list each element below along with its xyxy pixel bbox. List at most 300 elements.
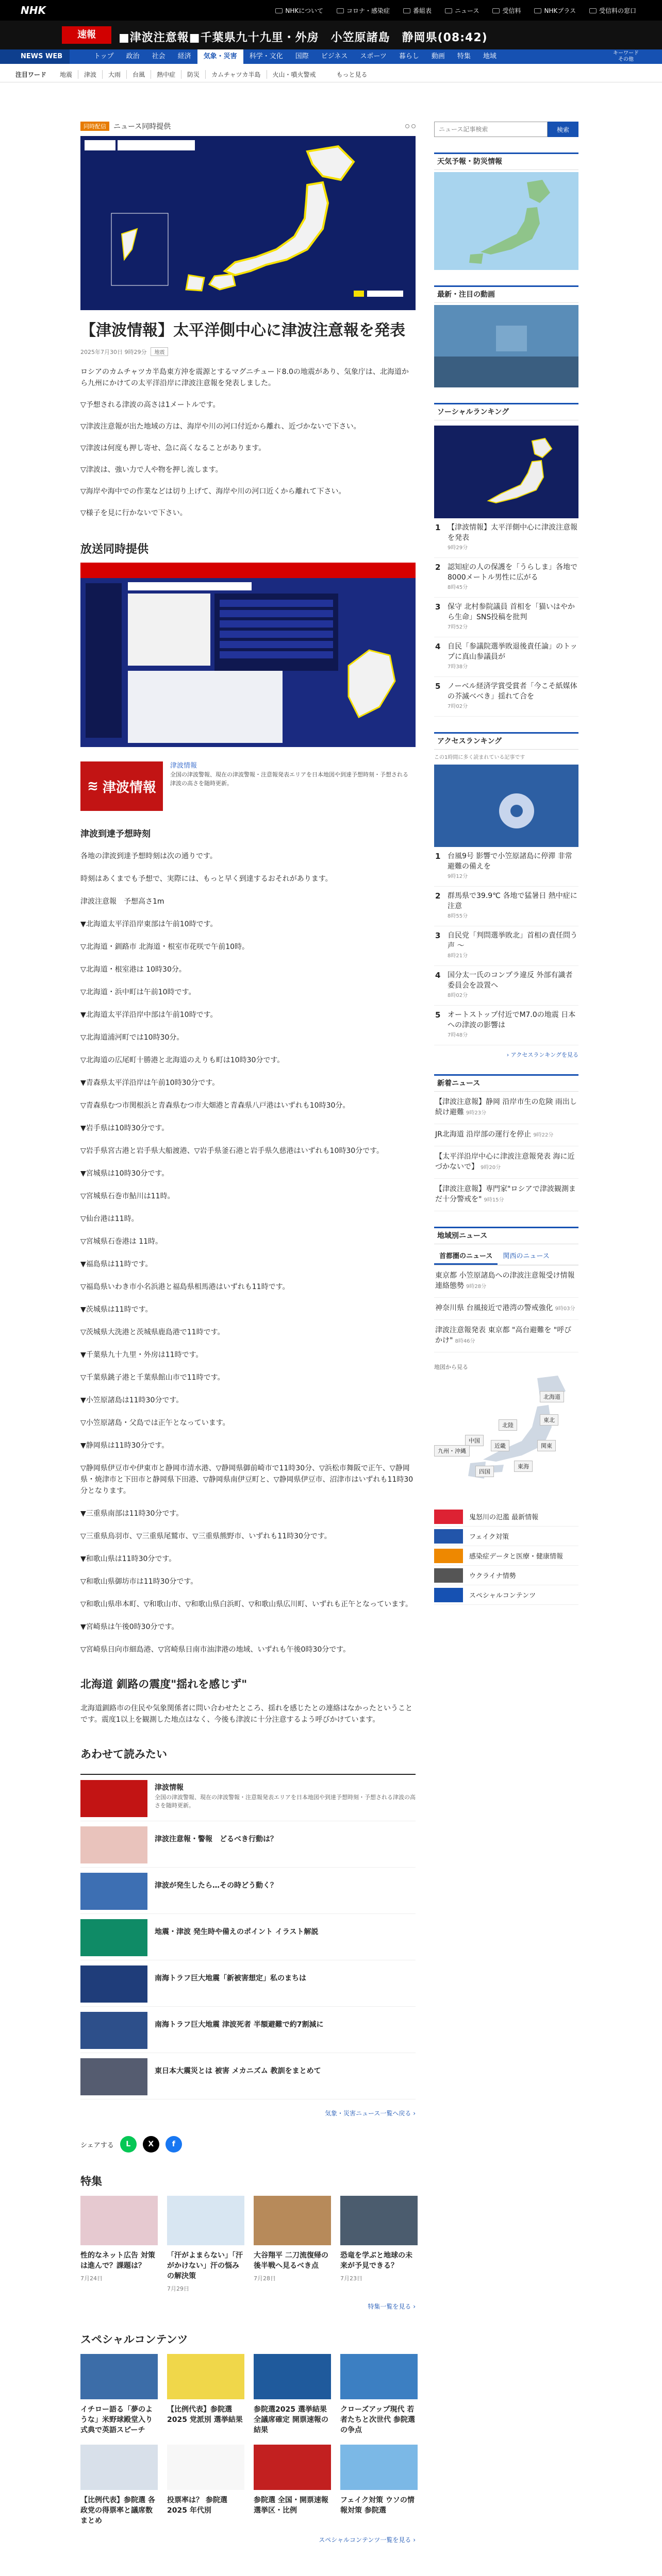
feature-card[interactable] <box>254 2196 331 2293</box>
news-item[interactable] <box>434 1092 578 1124</box>
sidebar <box>434 82 578 1605</box>
related-title: 南海トラフ巨大地震 津波死者 半額避難で約7割減に <box>155 2021 324 2029</box>
nhk-logo[interactable]: NHK <box>21 4 46 16</box>
forecast-paragraph: ▼静岡県は11時30分です。 <box>80 1442 169 1450</box>
special-title: クローズアップ現代 若者たちと次世代 参院選の争点 <box>340 2405 415 2434</box>
ranking-number: 2 <box>435 563 441 572</box>
special-card[interactable] <box>340 2445 418 2526</box>
ranking-title <box>448 851 577 882</box>
article-meta <box>80 347 416 356</box>
feature-link-label: 鬼怒川の氾濫 最新情報 <box>469 1514 539 1521</box>
search-box <box>434 122 578 137</box>
weather-map[interactable] <box>434 172 578 270</box>
feature-link-label: 感染症データと医療・健康情報 <box>469 1553 564 1561</box>
feature-link[interactable] <box>434 1546 578 1566</box>
related-title: 津波注意報・警報 どるべき行動は？ <box>155 1835 277 1843</box>
forecast-paragraph: ▼宮崎県は午後0時30分です。 <box>80 1623 179 1631</box>
ranking-item[interactable] <box>434 558 578 598</box>
related-title: 津波情報 <box>155 1784 184 1792</box>
tab-kansai[interactable]: 関西のニュース <box>503 1252 550 1260</box>
news-title: 神奈川県 台風接近で港湾の警戒強化 <box>435 1304 553 1312</box>
forecast-paragraph: ▽和歌山県串本町、▽和歌山市、▽和歌山県白浜町、▽和歌山県広川町、いずれも正午となっています。 <box>80 1600 412 1608</box>
forecast-paragraph: ▽宮城県石巻市鮎川は11時。 <box>80 1192 175 1200</box>
top-link[interactable]: ニュース <box>445 6 479 15</box>
specials-grid <box>80 2354 416 2526</box>
link-icon <box>403 8 410 13</box>
ranking-title <box>448 562 577 593</box>
forecast-paragraph: ▽北海道・釧路市 北海道・根室市花咲で午前10時。 <box>80 943 250 951</box>
ranking-title <box>448 970 577 1001</box>
news-time: 9時22分 <box>533 1132 554 1138</box>
feature-thumb <box>80 2196 158 2245</box>
news-title: 東京都 小笠原諸島への津波注意報受け情報連絡態勢 <box>435 1272 575 1290</box>
article-column <box>80 82 416 2544</box>
feature-link-thumb <box>434 1588 463 1602</box>
top-link[interactable]: 番組表 <box>403 6 432 15</box>
ranking-time: 9時12分 <box>448 874 468 879</box>
nav-item[interactable]: ビジネス <box>321 53 348 60</box>
ranking-time: 7時52分 <box>448 624 468 630</box>
feature-link[interactable] <box>434 1585 578 1605</box>
region-kinki[interactable]: 近畿 <box>491 1440 509 1451</box>
feature-link-thumb <box>434 1549 463 1563</box>
forecast-paragraph: 時刻はあくまでも予想で、実際には、もっと早く到達するおそれがあります。 <box>80 875 333 883</box>
keyword-item[interactable]: 防災 <box>181 70 205 79</box>
forecast-paragraph: ▽福島県いわき市小名浜港と福島県相馬港はいずれも11時です。 <box>80 1283 290 1291</box>
related-text <box>155 1826 277 1845</box>
specials-heading: スペシャルコンテンツ <box>80 2333 188 2346</box>
keyword-item[interactable]: 大雨 <box>102 70 126 79</box>
feature-link-label: スペシャルコンテンツ <box>469 1592 536 1600</box>
special-thumb <box>167 2445 244 2490</box>
forecast-paragraph: ▼青森県太平洋沿岸は午前10時30分です。 <box>80 1079 220 1087</box>
news-title: JR北海道 沿岸部の運行を停止 <box>435 1130 532 1139</box>
map-title: 地図から見る <box>434 1364 468 1370</box>
related-item[interactable] <box>80 1914 416 1960</box>
ranking-time: 8時21分 <box>448 953 468 959</box>
access-ranking-heading: アクセスランキング <box>434 732 578 750</box>
ranking-time: 8時55分 <box>448 913 468 919</box>
forecast-paragraph: ▼北海道太平洋沿岸東部は午前10時です。 <box>80 920 218 928</box>
tsunami-map-image <box>80 136 416 310</box>
news-time: 9時28分 <box>466 1284 487 1290</box>
access-ranking-list <box>434 847 578 1045</box>
feature-link-list <box>434 1507 578 1605</box>
forecast-paragraph: ▼福島県は11時です。 <box>80 1260 153 1268</box>
ranking-item[interactable] <box>434 966 578 1006</box>
search-button[interactable]: 検索 <box>548 122 578 137</box>
special-card[interactable] <box>254 2354 331 2435</box>
ranking-title <box>448 891 577 922</box>
related-text <box>155 2058 321 2077</box>
forecast-paragraph: ▽青森県むつ市関根浜と青森県むつ市大畑港と青森県八戸港はいずれも10時30分。 <box>80 1101 350 1110</box>
top-link[interactable]: NHKについて <box>275 6 323 15</box>
related-item[interactable] <box>80 2053 416 2099</box>
social-ranking-heading: ソーシャルランキング <box>434 403 578 420</box>
tsunami-info-title[interactable]: 津波情報 <box>170 762 197 770</box>
forecast-paragraph: 各地の津波到達予想時刻は次の通りです。 <box>80 852 217 860</box>
link-icon <box>589 8 597 13</box>
ranking-title <box>448 641 577 672</box>
forecast-paragraph: ▽静岡県伊豆市や伊東市と静岡市清水港、▽静岡県御前崎市で11時30分、▽浜松市舞阪で正午、▽静岡県・焼津市と下田市と静岡県下田港、▽静岡県南伊豆町と、▽静岡県伊豆市、沼津市はいずれも11時30分となります。 <box>80 1464 413 1495</box>
top-link[interactable]: 受信料 <box>492 6 521 15</box>
new-news-list <box>434 1092 578 1211</box>
section-header <box>80 121 416 132</box>
special-card[interactable] <box>254 2445 331 2526</box>
nav-item[interactable]: 政治 <box>126 53 140 60</box>
link-icon <box>275 8 283 13</box>
features-heading: 特集 <box>80 2175 102 2188</box>
ranking-item[interactable] <box>434 887 578 926</box>
forecast-paragraph: ▼和歌山県は11時30分です。 <box>80 1555 176 1563</box>
special-title: フェイク対策 ウソの情報対策 参院選 <box>340 2496 415 2515</box>
ranking-time: 8時45分 <box>448 585 468 590</box>
related-heading: あわせて読みたい <box>80 1748 167 1760</box>
forecast-paragraph: ▼千葉県九十九里・外房は11時です。 <box>80 1351 203 1359</box>
feature-thumb <box>340 2196 418 2245</box>
related-text <box>155 1780 416 1810</box>
related-item[interactable] <box>80 1821 416 1868</box>
feature-link-thumb <box>434 1568 463 1583</box>
access-note: この1時間に多く読まれている記事です <box>434 755 525 760</box>
ranking-item[interactable] <box>434 926 578 966</box>
top-link[interactable]: NHKプラス <box>534 6 576 15</box>
related-item[interactable] <box>80 1960 416 2007</box>
wave-icon: ≋ <box>87 778 98 794</box>
link-icon <box>534 8 541 13</box>
related-list <box>80 1774 416 2099</box>
forecast-paragraph: ▼小笠原諸島は11時30分です。 <box>80 1396 184 1404</box>
forecast-paragraph: ▽岩手県宮古港と岩手県大船渡港、▽岩手県釜石港と岩手県久慈港はいずれも10時30分です。 <box>80 1147 384 1155</box>
special-title: イチロー語る「夢のような」米野球殿堂入り式典で英語スピーチ <box>80 2405 153 2434</box>
forecast-paragraph: ▼北海道太平洋沿岸中部は午前10時です。 <box>80 1011 218 1019</box>
forecast-body <box>80 851 416 1655</box>
feature-title: 大谷翔平 二刀流復帰の後半戦へ見るべき点 <box>254 2251 328 2270</box>
related-thumb <box>80 2012 147 2049</box>
forecast-paragraph: ▼茨城県は11時です。 <box>80 1306 153 1314</box>
video-thumb-icon <box>434 305 578 387</box>
nav-item[interactable]: 気象・災害 <box>197 49 243 64</box>
related-text <box>155 1965 306 1984</box>
line-share-icon[interactable]: L <box>120 2136 137 2153</box>
feature-link[interactable] <box>434 1507 578 1527</box>
regional-heading: 地域別ニュース <box>434 1227 578 1244</box>
keyword-item[interactable]: 台風 <box>126 70 151 79</box>
ranking-text: 保守 北村参院議員 首相を「猫いはやから生命」SNS投稿を批判 <box>448 603 575 621</box>
ranking-time: 7時48分 <box>448 1032 468 1038</box>
news-time: 8時46分 <box>455 1338 475 1344</box>
feature-title: 恐竜を学ぶと地球の未来が予見できる？ <box>340 2251 412 2270</box>
forecast-paragraph: ▽北海道浦河町では10時30分。 <box>80 1033 184 1042</box>
top-link[interactable]: コロナ・感染症 <box>337 6 390 15</box>
region-tohoku[interactable]: 東北 <box>540 1414 558 1426</box>
special-thumb <box>80 2354 158 2399</box>
news-title: 【太平洋沿岸中心に津波注意報発表 海に近づかないで】 <box>435 1153 575 1171</box>
keyword-item[interactable]: 地震 <box>60 71 73 78</box>
nav-item[interactable]: 経済 <box>177 53 191 60</box>
feature-date: 7月24日 <box>80 2275 103 2282</box>
feature-title: 「汗がよまらない」「汗がかけない」汗の悩みの解決策 <box>167 2251 243 2280</box>
ranking-item[interactable] <box>434 677 578 717</box>
news-item[interactable] <box>434 1179 578 1211</box>
top-bar <box>0 0 662 21</box>
news-title: 津波注意報発表 東京都 "高台避難を "呼びかけ" <box>435 1326 572 1345</box>
feature-date: 7月29日 <box>167 2285 189 2292</box>
related-title: 東日本大震災とは 被害 メカニズム 教訓をまとめて <box>155 2067 321 2075</box>
special-thumb <box>340 2445 418 2490</box>
feature-link-thumb <box>434 1510 463 1524</box>
ranking-number: 4 <box>435 642 441 651</box>
related-item[interactable] <box>80 1868 416 1914</box>
news-item[interactable] <box>434 1146 578 1179</box>
news-title: 【津波注意報】静岡 沿岸市生の危険 雨出し続け避難 <box>435 1098 577 1116</box>
region-chugoku[interactable]: 中国 <box>465 1435 484 1446</box>
news-item[interactable] <box>434 1265 578 1298</box>
related-thumb <box>80 1780 147 1817</box>
ranking-number: 5 <box>435 1010 441 1020</box>
link-icon <box>492 8 500 13</box>
feature-title: 性的なネット広告 対策は進んで？課題は？ <box>80 2251 155 2270</box>
feature-link-label: ウクライナ情勢 <box>469 1572 516 1580</box>
breaking-news-bar[interactable] <box>0 21 662 49</box>
article-category[interactable]: 地震 <box>151 347 168 356</box>
main-nav <box>0 49 662 64</box>
broadcast-screen-icon <box>80 563 416 747</box>
feature-link-label: フェイク対策 <box>469 1533 509 1541</box>
nav-item[interactable]: スポーツ <box>360 53 387 60</box>
special-card[interactable] <box>80 2445 158 2526</box>
forecast-paragraph: ▽千葉県銚子港と千葉県館山市で11時です。 <box>80 1374 225 1382</box>
x-share-icon[interactable]: X <box>143 2136 159 2153</box>
special-thumb <box>254 2354 331 2399</box>
quake-body: 北海道釧路市の住民や気象関係者に問い合わせたところ、揺れを感じたとの連絡はなかったということです。震度1以上を観測した地点はなく、今後も津波に十分注意するよう呼びかけています。 <box>80 1704 412 1724</box>
broadcast-video[interactable] <box>80 563 416 747</box>
article-paragraph: ロシアのカムチャツカ半島東方沖を震源とするマグニチュード8.0の地震があり、気象庁は、北海道から九州にかけての太平洋沿岸に津波注意報を発表しました。 <box>80 368 409 387</box>
ranking-number: 1 <box>435 523 441 532</box>
specials-more-link[interactable]: スペシャルコンテンツ一覧を見る › <box>319 2536 416 2544</box>
related-thumb <box>80 2058 147 2095</box>
ranking-item[interactable] <box>434 1006 578 1045</box>
weather-heading[interactable]: 天気予報・防災情報 <box>434 152 578 170</box>
new-news-heading: 新着ニュース <box>434 1074 578 1092</box>
facebook-share-icon[interactable]: f <box>166 2136 182 2153</box>
nav-list <box>88 49 503 64</box>
region-shikoku[interactable]: 四国 <box>475 1466 494 1477</box>
special-thumb <box>167 2354 244 2399</box>
related-thumb <box>80 1873 147 1910</box>
link-icon <box>337 8 344 13</box>
forecast-paragraph: ▽北海道の広尾町十勝港と北海道のえりも町は10時30分です。 <box>80 1056 285 1064</box>
ranking-title <box>448 602 577 633</box>
nav-item[interactable]: 暮らし <box>399 53 419 60</box>
article-paragraph: ▽津波注意報が出た地域の方は、海岸や川の河口付近から離れ、近づかないで下さい。 <box>80 422 361 431</box>
carousel-dots[interactable] <box>405 124 416 128</box>
ranking-time: 7時38分 <box>448 664 468 670</box>
special-card[interactable] <box>167 2354 244 2435</box>
weather-map-icon <box>434 172 578 270</box>
keyword-bar <box>0 64 662 82</box>
ranking-title <box>448 522 577 553</box>
ranking-time: 8時02分 <box>448 993 468 998</box>
news-web-brand[interactable]: NEWS WEB <box>0 49 70 64</box>
ranking-text: ノーベル経済学賞受賞者「今こそ紙媒体の芥滅べべき」揺れて合を <box>448 682 577 701</box>
feature-card[interactable] <box>340 2196 418 2293</box>
ranking-title <box>448 681 577 712</box>
ranking-time: 9時29分 <box>448 545 468 551</box>
ranking-title <box>448 930 577 961</box>
special-thumb <box>340 2354 418 2399</box>
feature-link[interactable] <box>434 1566 578 1585</box>
ranking-item[interactable] <box>434 847 578 887</box>
special-card[interactable] <box>340 2354 418 2435</box>
special-card[interactable] <box>167 2445 244 2526</box>
tsunami-info-thumb: ≋ 津波情報 <box>80 761 163 811</box>
region-hokuriku[interactable]: 北陸 <box>499 1419 517 1431</box>
nav-item[interactable]: 特集 <box>457 53 471 60</box>
ranking-title <box>448 1010 577 1041</box>
region-kanto[interactable]: 関東 <box>537 1440 556 1451</box>
feature-date: 7月28日 <box>254 2275 276 2282</box>
ranking-text: 国分太一氏のコンプラ違反 外部有識者委員会を設置へ <box>448 971 573 990</box>
region-tokai[interactable]: 東海 <box>514 1461 533 1472</box>
access-image[interactable] <box>434 765 578 847</box>
keyword-list <box>54 70 373 79</box>
ranking-map-icon <box>434 426 578 518</box>
breaking-text[interactable]: ■津波注意報■千葉県九十九里・外房 小笠原諸島 静岡県(08:42) <box>119 31 488 44</box>
special-thumb <box>80 2445 158 2490</box>
forecast-paragraph: ▽北海道・浜中町は午前10時です。 <box>80 988 196 996</box>
forecast-paragraph: ▽小笠原諸島・父島では正午となっています。 <box>80 1419 230 1427</box>
related-text <box>155 1873 277 1891</box>
news-time: 9時03分 <box>555 1306 575 1312</box>
related-more-link[interactable]: 気象・災害ニュース一覧へ戻る › <box>324 2110 416 2117</box>
news-item[interactable] <box>434 1298 578 1320</box>
news-item[interactable] <box>434 1124 578 1146</box>
section-label: ニュース同時提供 <box>113 123 171 131</box>
article-date: 2025年7月30日 9時29分 <box>80 348 147 355</box>
share-bar <box>80 2136 416 2153</box>
special-title: 参院選2025 選挙結果 全議席確定 開票速報の結果 <box>254 2405 328 2434</box>
link-icon <box>445 8 452 13</box>
related-desc: 全国の津波警報、現在の津波警報・注意報発表エリアを日本地図や到達予想時刻・予想される津波の高さを随時更新。 <box>155 1794 416 1809</box>
special-title: 【比例代表】参院選2025 党派別 選挙結果 <box>167 2405 243 2424</box>
ranking-text: 台風9号 影響で小笠原諸島に停滞 非常避難の備えを <box>448 852 572 871</box>
features-more-link[interactable]: 特集一覧を見る › <box>368 2303 416 2310</box>
feature-card[interactable] <box>80 2196 158 2293</box>
forecast-paragraph: ▽和歌山県御坊市は11時30分です。 <box>80 1578 198 1586</box>
region-hokkaido[interactable]: 北海道 <box>540 1391 564 1402</box>
region-kyushu[interactable]: 九州・沖縄 <box>434 1445 470 1456</box>
nav-item[interactable]: 地域 <box>483 53 496 60</box>
ranking-text: 自民党「判問選挙敗北」首相の責任問う声 ～ <box>448 931 577 950</box>
ranking-number: 1 <box>435 852 441 861</box>
forecast-paragraph: ▽仙台港は11時。 <box>80 1215 139 1223</box>
feature-date: 7月23日 <box>340 2275 362 2282</box>
typhoon-map-icon <box>434 765 578 847</box>
keyword-item[interactable]: カムチャツカ半島 <box>205 70 266 79</box>
news-time: 9時20分 <box>481 1165 501 1171</box>
ranking-item[interactable] <box>434 518 578 558</box>
tab-tokyo[interactable]: 首都圏のニュース <box>434 1247 498 1265</box>
feature-link-thumb <box>434 1529 463 1544</box>
ranking-image[interactable] <box>434 426 578 518</box>
ranking-item[interactable] <box>434 637 578 677</box>
article-body <box>80 366 416 519</box>
ranking-item[interactable] <box>434 598 578 637</box>
newest-video-heading[interactable]: 最新・注目の動画 <box>434 285 578 303</box>
ranking-text: 自民「参議院選挙敗退後責任論」のトップに真山参議員が <box>448 642 577 661</box>
ranking-text: 認知症の人の保護を「うらしま」各地で8000メートル男性に広がる <box>448 563 577 582</box>
article-paragraph: ▽様子を見に行かないで下さい。 <box>80 509 187 517</box>
related-item[interactable] <box>80 2007 416 2053</box>
top-links <box>275 6 636 15</box>
related-title: 地震・津波 発生時や備えのポイント イラスト解説 <box>155 1928 319 1936</box>
forecast-paragraph: ▼宮城県は10時30分です。 <box>80 1170 169 1178</box>
ranking-number: 4 <box>435 971 441 980</box>
keyword-item[interactable]: 熱中症 <box>151 70 181 79</box>
forecast-paragraph: ▽宮崎県日向市細島港、▽宮崎県日南市油津港の地域、いずれも午後0時30分です。 <box>80 1646 351 1654</box>
nav-keyword-link[interactable]: キーワード その他 <box>613 50 639 62</box>
related-text <box>155 1919 318 1938</box>
top-link[interactable]: 受信料の窓口 <box>589 6 636 15</box>
news-item[interactable] <box>434 1320 578 1352</box>
features-grid <box>80 2196 416 2293</box>
ranking-text: オートストップ付近でM7.0の地震 日本への津波の影響は <box>448 1011 576 1029</box>
regional-list <box>434 1265 578 1352</box>
share-label: シェアする <box>80 2141 114 2149</box>
feature-link[interactable] <box>434 1527 578 1546</box>
search-input[interactable] <box>434 122 548 137</box>
related-thumb <box>80 1919 147 1956</box>
news-time: 9時23分 <box>466 1110 487 1116</box>
tsunami-info-card[interactable] <box>80 761 416 811</box>
keyword-more-link[interactable]: もっと見る <box>336 71 368 78</box>
special-card[interactable] <box>80 2354 158 2435</box>
special-title: 【比例代表】参院選 各政党の得票率と議席数まとめ <box>80 2496 155 2525</box>
social-ranking-list <box>434 518 578 717</box>
nav-item[interactable]: 社会 <box>152 53 166 60</box>
related-title: 津波が発生したら…その時どう動く？ <box>155 1882 277 1890</box>
forecast-paragraph: 津波注意報 予想高さ1m <box>80 897 164 906</box>
section-tag: 同時配信 <box>80 122 109 131</box>
forecast-paragraph: ▽三重県鳥羽市、▽三重県尾鷲市、▽三重県熊野市、いずれも11時30分です。 <box>80 1532 332 1540</box>
keyword-item[interactable]: 津波 <box>78 70 102 79</box>
article-paragraph: ▽津波は、強い力で人や物を押し流します。 <box>80 466 223 474</box>
ranking-time: 7時02分 <box>448 704 468 709</box>
related-item[interactable] <box>80 1775 416 1821</box>
forecast-paragraph: ▼岩手県は10時30分です。 <box>80 1124 169 1132</box>
ranking-number: 5 <box>435 682 441 691</box>
keyword-item[interactable]: 火山・噴火警戒 <box>267 70 322 79</box>
quake-heading: 北海道 釧路の震度"揺れを感じず" <box>80 1678 247 1690</box>
nav-item[interactable]: 科学・文化 <box>249 53 283 60</box>
breaking-badge: 速報 <box>62 26 111 44</box>
nav-item[interactable]: 国際 <box>295 53 309 60</box>
video-thumbnail[interactable] <box>434 305 578 387</box>
news-time: 9時15分 <box>484 1197 504 1203</box>
regional-tabs <box>434 1247 578 1265</box>
nav-item[interactable]: トップ <box>94 53 114 60</box>
access-more-link[interactable]: › アクセスランキングを見る <box>506 1052 578 1058</box>
related-thumb <box>80 1826 147 1863</box>
special-thumb <box>254 2445 331 2490</box>
feature-card[interactable] <box>167 2196 244 2293</box>
news-title: 【津波注意報】専門家"ロシアで津波観測まだ十分警戒を" <box>435 1185 576 1204</box>
forecast-paragraph: ▽茨城県大洗港と茨城県鹿島港で11時です。 <box>80 1328 225 1336</box>
ranking-number: 2 <box>435 891 441 901</box>
article-paragraph: ▽津波は何度も押し寄せ、急に高くなることがあります。 <box>80 444 266 452</box>
nav-item[interactable]: 動画 <box>431 53 445 60</box>
